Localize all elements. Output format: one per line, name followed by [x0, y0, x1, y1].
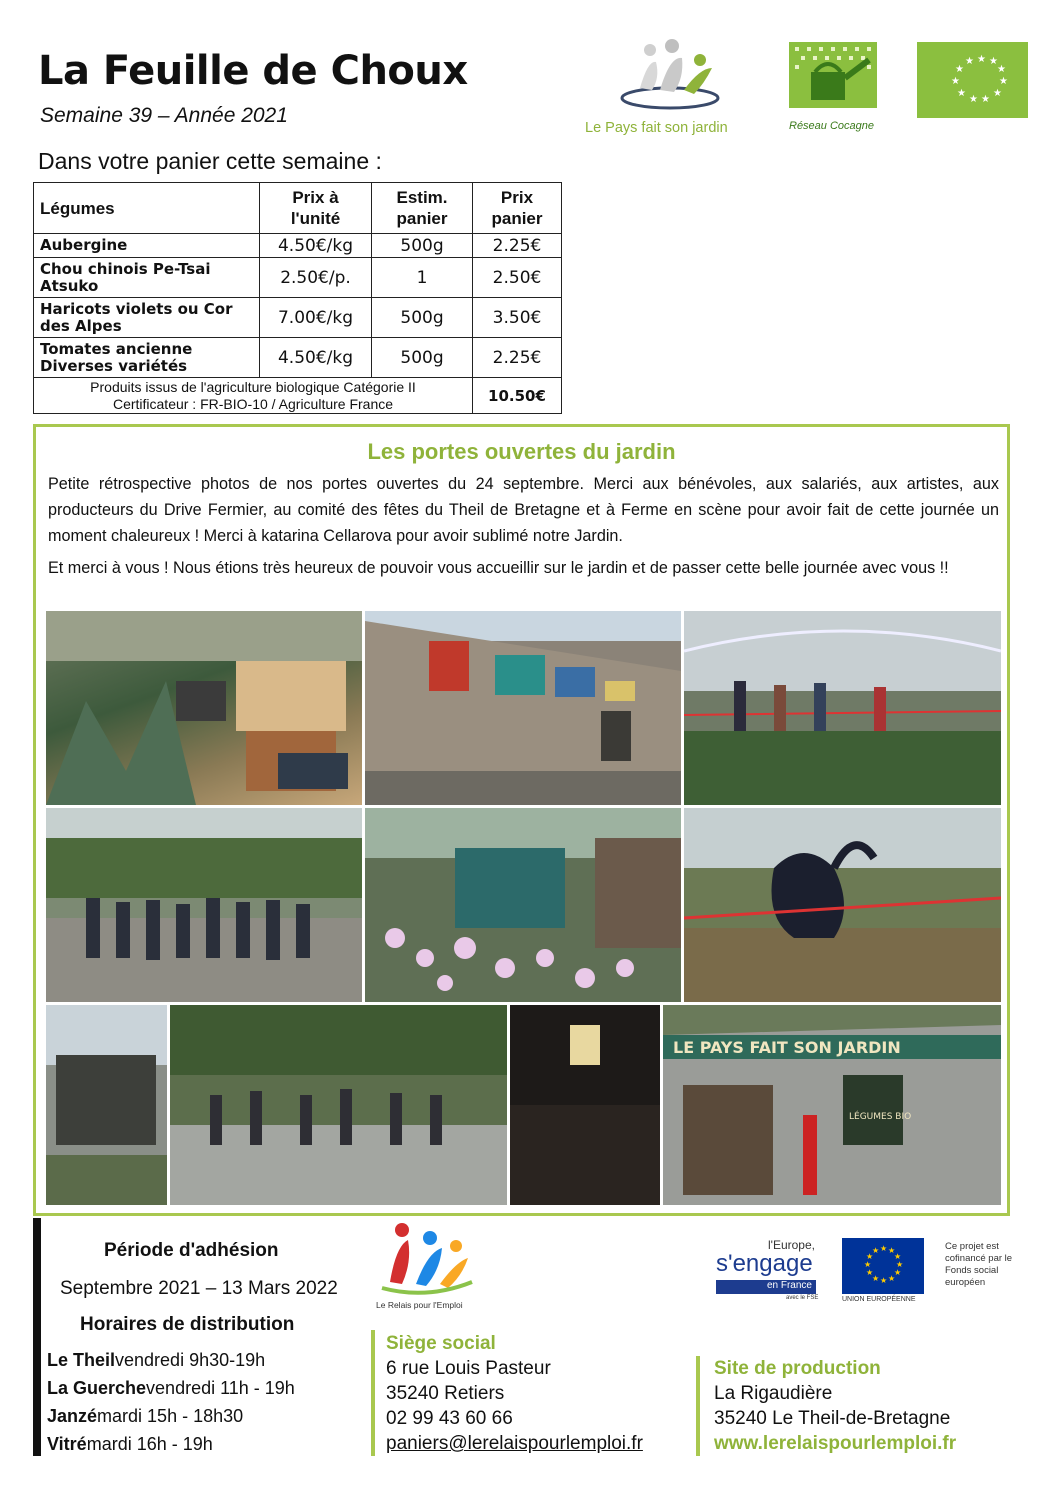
- eu-leaf-stars-icon: [917, 42, 1028, 118]
- footer-left-bar: [33, 1218, 41, 1456]
- table-header-row: [34, 183, 562, 234]
- pays-fait-son-jardin-logo: [585, 38, 760, 142]
- siege-email-link[interactable]: paniers@lerelaispourlemploi.fr: [386, 1433, 643, 1454]
- svg-text:★: ★: [894, 1268, 902, 1277]
- row-estim: 1: [372, 258, 473, 298]
- header-unit-price: Prix à l'unité: [260, 183, 372, 234]
- shed-sign-text: LE PAYS FAIT SON JARDIN: [673, 1038, 901, 1057]
- svg-text:★: ★: [866, 1252, 874, 1261]
- svg-text:★: ★: [872, 1274, 880, 1283]
- article-title: Les portes ouvertes du jardin: [367, 439, 676, 464]
- row-unit: 7.00€/kg: [260, 298, 372, 338]
- svg-text:★: ★: [896, 1260, 904, 1269]
- table-row: [34, 338, 562, 378]
- hours-time: mardi 16h - 19h: [86, 1434, 213, 1454]
- europe-sengage-logo: [716, 1238, 826, 1304]
- adhesion-title: Période d'adhésion: [104, 1240, 279, 1261]
- newsletter-title: La Feuille de Choux: [38, 48, 468, 94]
- row-estim: 500g: [372, 234, 473, 258]
- hours-time: vendredi 9h30-19h: [115, 1350, 266, 1370]
- europe-sub-text: en France: [716, 1280, 816, 1294]
- hours-place: Janzé: [47, 1406, 98, 1426]
- greenhouse-graphic: [684, 611, 1001, 805]
- row-unit: 4.50€/kg: [260, 338, 372, 378]
- svg-text:★: ★: [955, 64, 964, 75]
- row-price: 2.25€: [473, 338, 562, 378]
- svg-text:★: ★: [977, 54, 986, 65]
- svg-text:★: ★: [993, 88, 1002, 99]
- hours-row: [47, 1350, 265, 1371]
- row-price: 2.50€: [473, 258, 562, 298]
- row-name: Chou chinois Pe-Tsai Atsuko: [34, 258, 260, 298]
- eu-cofinance-text: Ce projet est cofinancé par le Fonds social européen: [945, 1241, 1013, 1288]
- photo-greenhouse-visitors: [684, 611, 1001, 805]
- svg-text:★: ★: [864, 1260, 872, 1269]
- production-title: Site de production: [714, 1358, 881, 1379]
- newsletter-subtitle: Semaine 39 – Année 2021: [40, 104, 288, 127]
- svg-text:★: ★: [872, 1246, 880, 1255]
- svg-text:★: ★: [951, 76, 960, 87]
- row-price: 3.50€: [473, 298, 562, 338]
- europe-fse-text: avec le FSE: [786, 1295, 819, 1301]
- basket-heading: Dans votre panier cette semaine :: [38, 148, 382, 174]
- siege-address-line: 6 rue Louis Pasteur: [386, 1358, 551, 1379]
- photo-barn-artwork: [365, 611, 681, 805]
- header-legumes: Légumes: [34, 183, 260, 234]
- table-footer-row: [34, 378, 562, 414]
- pays-logo-caption: Le Pays fait son jardin: [585, 120, 728, 136]
- cocagne-logo-caption: Réseau Cocagne: [789, 120, 875, 132]
- reseau-cocagne-logo: [785, 42, 881, 134]
- europe-top-text: l'Europe,: [768, 1238, 815, 1252]
- photo-flowers-mural: [365, 808, 681, 1002]
- basket-total: 10.50€: [473, 378, 562, 414]
- eu-organic-logo: [917, 42, 1028, 118]
- market-stand-graphic: [46, 1005, 167, 1205]
- adhesion-period: Septembre 2021 – 13 Mars 2022: [60, 1278, 338, 1299]
- row-unit: 4.50€/kg: [260, 234, 372, 258]
- certification-note: [34, 378, 473, 414]
- svg-text:★: ★: [880, 1276, 888, 1285]
- flowers-graphic: [365, 808, 681, 1002]
- hours-place: La Guerche: [47, 1378, 147, 1398]
- rooster-sculpture-graphic: [684, 808, 1001, 1002]
- photo-vegetable-stall: [46, 611, 362, 805]
- row-estim: 500g: [372, 338, 473, 378]
- photo-metal-rooster: [684, 808, 1001, 1002]
- svg-text:★: ★: [965, 56, 974, 67]
- article-box: [33, 424, 1010, 1216]
- row-name: Aubergine: [34, 234, 260, 258]
- shed-board-text: LÉGUMES BIO: [849, 1112, 912, 1122]
- row-estim: 500g: [372, 298, 473, 338]
- hours-place: Vitré: [47, 1434, 87, 1454]
- svg-text:★: ★: [894, 1252, 902, 1261]
- hours-place: Le Theil: [47, 1350, 116, 1370]
- europe-main-text: s'engage: [716, 1250, 813, 1277]
- relais-emploi-logo: [372, 1222, 482, 1318]
- svg-text:★: ★: [981, 94, 990, 105]
- siege-address-line: 35240 Retiers: [386, 1383, 505, 1404]
- row-price: 2.25€: [473, 234, 562, 258]
- row-unit: 2.50€/p.: [260, 258, 372, 298]
- table-row: [34, 234, 562, 258]
- eu-label: UNION EUROPÉENNE: [842, 1296, 916, 1303]
- production-accent-bar: [696, 1356, 700, 1456]
- article-paragraph: Petite rétrospective photos de nos portes ouvertes du 24 septembre. Merci aux bénévoles, aux salariés, aux artistes, aux producteurs du Drive Fermier, au comité des fêtes du Theil de Bretagne et à Ferme en scène pour avoir fait de cette journée un moment chaleureux ! Merci à katarina Cellarova pour avoir sublimé notre Jardin.: [48, 475, 999, 545]
- svg-text:★: ★: [888, 1246, 896, 1255]
- production-address-line: 35240 Le Theil-de-Bretagne: [714, 1408, 951, 1429]
- watering-can-icon: [785, 42, 881, 108]
- photo-evening-concert: [510, 1005, 660, 1205]
- hours-title: Horaires de distribution: [80, 1314, 295, 1335]
- svg-text:★: ★: [888, 1274, 896, 1283]
- siege-phone: 02 99 43 60 66: [386, 1408, 513, 1429]
- eu-flag-icon: [842, 1238, 924, 1294]
- concert-graphic: [510, 1005, 660, 1205]
- photo-visitors-path: [170, 1005, 507, 1205]
- table-row: [34, 298, 562, 338]
- hours-time: vendredi 11h - 19h: [146, 1378, 295, 1398]
- table-row: [34, 258, 562, 298]
- pays-people-icon: [600, 38, 760, 118]
- crowd-graphic: [46, 808, 362, 1002]
- siege-title: Siège social: [386, 1333, 496, 1354]
- siege-accent-bar: [371, 1330, 375, 1456]
- photo-crowd-gathering: [46, 808, 362, 1002]
- svg-text:★: ★: [997, 64, 1006, 75]
- photo-shed-sign: [663, 1005, 1001, 1205]
- relais-people-icon: [372, 1222, 482, 1298]
- article-body: [48, 471, 999, 587]
- svg-text:★: ★: [866, 1268, 874, 1277]
- website-link[interactable]: www.lerelaispourlemploi.fr: [714, 1433, 957, 1454]
- svg-text:★: ★: [969, 94, 978, 105]
- vegetables-graphic: [46, 611, 362, 805]
- row-name: Haricots violets ou Cor des Alpes: [34, 298, 260, 338]
- visitors-path-graphic: [170, 1005, 507, 1205]
- certification-line-1: Produits issus de l'agriculture biologique Catégorie II: [90, 378, 416, 395]
- hours-row: [47, 1434, 213, 1455]
- hours-time: mardi 15h - 18h30: [97, 1406, 244, 1426]
- header-estimate: Estim. panier: [372, 183, 473, 234]
- hours-row: [47, 1378, 295, 1399]
- row-name: Tomates ancienne Diverses variétés: [34, 338, 260, 378]
- svg-text:★: ★: [880, 1244, 888, 1253]
- barn-graphic: [365, 611, 681, 805]
- production-address-line: La Rigaudière: [714, 1383, 833, 1404]
- article-paragraph: Et merci à vous ! Nous étions très heureux de pouvoir vous accueillir sur le jardin et de passer cette belle journée avec vous !!: [48, 559, 949, 577]
- certification-line-2: Certificateur : FR-BIO-10 / Agriculture France: [112, 395, 394, 412]
- svg-text:★: ★: [989, 56, 998, 67]
- hours-row: [47, 1406, 243, 1427]
- photo-market-stand: [46, 1005, 167, 1205]
- shed-graphic: [663, 1005, 1001, 1205]
- svg-text:★: ★: [957, 88, 966, 99]
- header-basket-price: Prix panier: [473, 183, 562, 234]
- relais-logo-caption: Le Relais pour l'Emploi: [376, 1300, 463, 1310]
- eu-flag-logo: [842, 1238, 924, 1304]
- basket-price-table: [33, 182, 562, 414]
- svg-text:★: ★: [999, 76, 1008, 87]
